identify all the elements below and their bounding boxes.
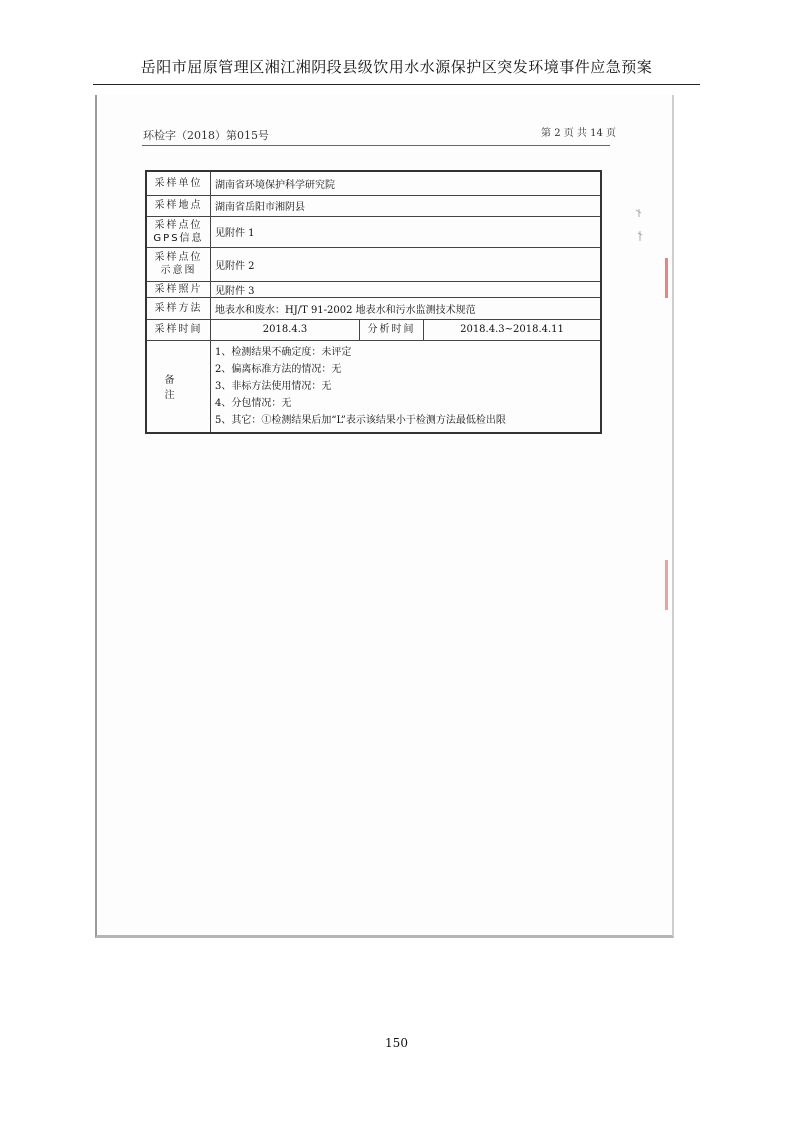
analysis-time-value: 2018.4.3~2018.4.11	[424, 319, 602, 340]
row-value: 湖南省岳阳市湘阴县	[211, 195, 602, 216]
row-label: 采样地点	[146, 195, 211, 216]
report-page-count: 第 2 页 共 14 页	[541, 128, 616, 139]
table-row	[146, 319, 601, 340]
remark-item: 5、其它：①检测结果后加“L”表示该结果小于检测方法最低检出限	[215, 414, 506, 426]
row-label: 采样单位	[146, 171, 211, 195]
scanned-report-page	[95, 95, 674, 938]
row-label: 采样照片	[146, 281, 211, 297]
row-value: 见附件 2	[211, 247, 602, 281]
row-label: 采样点位示意图	[146, 247, 211, 281]
sampling-time-value: 2018.4.3	[211, 319, 360, 340]
remarks-label: 备注	[146, 340, 211, 433]
table-row	[146, 247, 601, 281]
row-label: 采样方法	[146, 297, 211, 319]
row-value: 湖南省环境保护科学研究院	[211, 171, 602, 195]
remark-item: 2、偏离标准方法的情况：无	[215, 363, 342, 375]
sampling-time-label: 采样时间	[146, 319, 211, 340]
report-divider	[142, 145, 610, 146]
remark-item: 1、检测结果不确定度：未评定	[215, 346, 352, 358]
remark-item: 3、非标方法使用情况：无	[215, 380, 332, 392]
scan-margin-marks	[633, 205, 647, 245]
sampling-info-table	[145, 170, 602, 434]
scan-speck-icon	[633, 205, 647, 245]
table-row	[146, 281, 601, 297]
report-number: 环检字（2018）第015号	[143, 129, 269, 142]
table-row	[146, 216, 601, 247]
row-value: 地表水和废水：HJ/T 91-2002 地表水和污水监测技术规范	[211, 297, 602, 319]
page-number: 150	[385, 1036, 408, 1050]
scan-edge-mark	[665, 258, 668, 298]
header-divider	[93, 84, 700, 85]
row-value: 见附件 1	[211, 216, 602, 247]
table-row	[146, 297, 601, 319]
table-row	[146, 171, 601, 195]
remarks-list	[211, 340, 602, 433]
scan-edge-mark	[665, 560, 668, 610]
row-label: 采样点位GPS信息	[146, 216, 211, 247]
analysis-time-label: 分析时间	[360, 319, 424, 340]
table-row	[146, 340, 601, 433]
page-header-title: 岳阳市屈原管理区湘江湘阴段县级饮用水水源保护区突发环境事件应急预案	[140, 58, 653, 76]
row-value: 见附件 3	[211, 281, 602, 297]
remark-item: 4、分包情况：无	[215, 397, 292, 409]
table-row	[146, 195, 601, 216]
